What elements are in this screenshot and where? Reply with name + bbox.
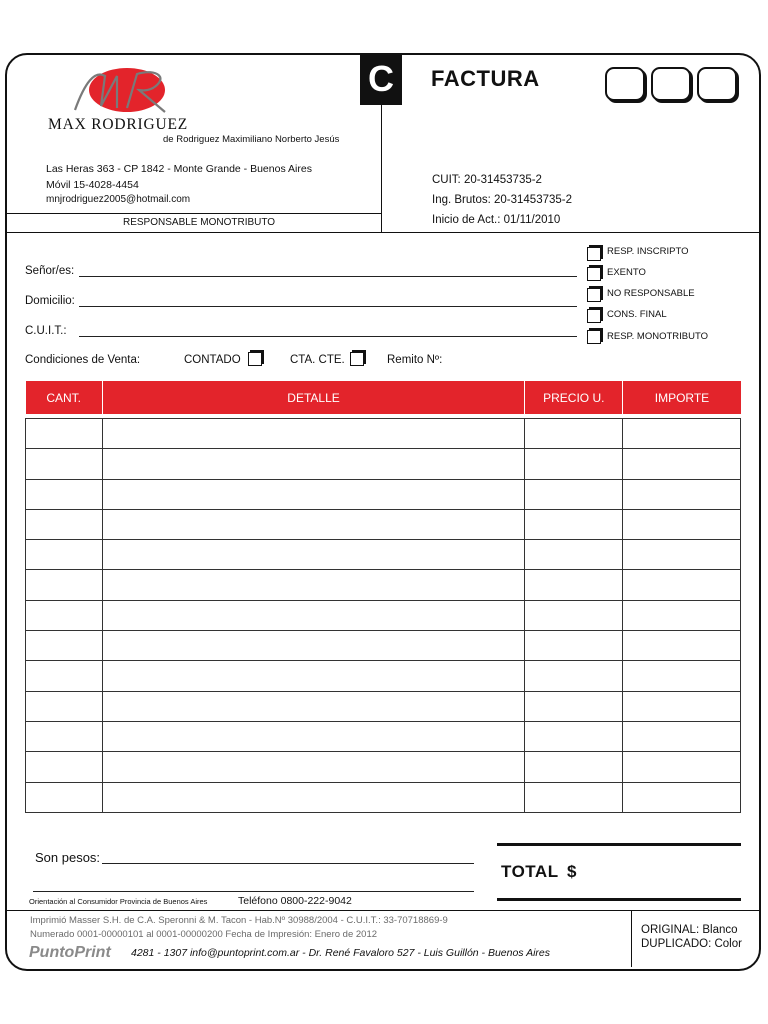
printer-brand: PuntoPrint	[29, 944, 111, 961]
table-row[interactable]	[26, 479, 741, 509]
fiscal-inicio-actividades: Inicio de Act.: 01/11/2010	[432, 214, 561, 226]
cell-precio[interactable]	[525, 509, 623, 539]
table-row[interactable]	[26, 600, 741, 630]
cell-precio[interactable]	[525, 631, 623, 661]
cell-precio[interactable]	[525, 782, 623, 812]
contado-label: CONTADO	[184, 354, 241, 366]
printer-contact: 4281 - 1307 info@puntoprint.com.ar - Dr. René Favaloro 527 - Luis Guillón - Buenos Aires	[131, 947, 551, 959]
footer-vertical-divider	[631, 911, 632, 967]
iva-option-label-resp-monotributo: RESP. MONOTRIBUTO	[607, 331, 708, 342]
cell-detalle[interactable]	[102, 479, 524, 509]
iva-option-checkbox-resp-inscripto[interactable]	[587, 247, 601, 261]
cell-cant[interactable]	[26, 570, 103, 600]
cell-cant[interactable]	[26, 782, 103, 812]
cell-cant[interactable]	[26, 691, 103, 721]
number-box-1	[605, 67, 645, 101]
header-detalle: DETALLE	[102, 381, 524, 414]
cell-precio[interactable]	[525, 570, 623, 600]
cell-precio[interactable]	[525, 752, 623, 782]
sale-conditions-label: Condiciones de Venta:	[25, 354, 141, 366]
cell-detalle[interactable]	[102, 449, 524, 479]
total-label: TOTAL	[501, 862, 559, 881]
cell-precio[interactable]	[525, 721, 623, 751]
cell-importe[interactable]	[623, 691, 741, 721]
son-pesos-label: Son pesos:	[35, 850, 101, 865]
cell-importe[interactable]	[623, 479, 741, 509]
footer-divider	[7, 910, 759, 911]
cell-cant[interactable]	[26, 600, 103, 630]
cell-detalle[interactable]	[102, 721, 524, 751]
cell-detalle[interactable]	[102, 419, 524, 449]
cell-detalle[interactable]	[102, 691, 524, 721]
iva-option-label-cons-final: CONS. FINAL	[607, 309, 667, 320]
cell-cant[interactable]	[26, 540, 103, 570]
cell-precio[interactable]	[525, 449, 623, 479]
total-bottom-rule	[497, 898, 741, 901]
cell-cant[interactable]	[26, 509, 103, 539]
items-table	[25, 381, 741, 813]
cell-precio[interactable]	[525, 691, 623, 721]
copy-original: ORIGINAL: Blanco	[641, 924, 738, 936]
number-box-2	[651, 67, 691, 101]
numbering-info: Numerado 0001-00000101 al 0001-00000200 Fecha de Impresión: Enero de 2012	[30, 929, 378, 940]
cell-importe[interactable]	[623, 721, 741, 751]
iva-option-label-exento: EXENTO	[607, 267, 646, 278]
client-address-label: Domicilio:	[25, 295, 75, 307]
tax-condition: RESPONSABLE MONOTRIBUTO	[123, 217, 276, 228]
tax-condition-divider	[7, 213, 381, 214]
cell-cant[interactable]	[26, 661, 103, 691]
client-name-field[interactable]	[79, 276, 577, 277]
cell-precio[interactable]	[525, 419, 623, 449]
fiscal-cuit: CUIT: 20-31453735-2	[432, 174, 542, 186]
cell-detalle[interactable]	[102, 661, 524, 691]
cell-importe[interactable]	[623, 600, 741, 630]
cell-detalle[interactable]	[102, 752, 524, 782]
document-title: FACTURA	[431, 66, 540, 91]
cell-detalle[interactable]	[102, 570, 524, 600]
cell-cant[interactable]	[26, 631, 103, 661]
header-divider-bottom	[7, 232, 759, 233]
client-address-field[interactable]	[79, 306, 577, 307]
contado-checkbox[interactable]	[248, 352, 262, 366]
son-pesos-second-line	[33, 891, 474, 892]
copy-duplicado: DUPLICADO: Color	[641, 938, 742, 950]
client-name-label: Señor/es:	[25, 265, 75, 277]
cell-importe[interactable]	[623, 631, 741, 661]
iva-option-checkbox-resp-monotributo[interactable]	[587, 330, 601, 344]
cell-detalle[interactable]	[102, 782, 524, 812]
table-row[interactable]	[26, 631, 741, 661]
cell-detalle[interactable]	[102, 631, 524, 661]
cell-cant[interactable]	[26, 419, 103, 449]
header-divider-vertical	[381, 103, 382, 233]
header-importe: IMPORTE	[623, 381, 741, 414]
client-cuit-label: C.U.I.T.:	[25, 325, 67, 337]
total-currency: $	[567, 862, 577, 881]
table-row[interactable]	[26, 540, 741, 570]
iva-option-checkbox-no-responsable[interactable]	[587, 288, 601, 302]
printer-info: Imprimió Masser S.H. de C.A. Speronni & M. Tacon - Hab.Nº 30988/2004 - C.U.I.T.: 33-70718869-9	[30, 915, 448, 926]
cell-cant[interactable]	[26, 449, 103, 479]
fiscal-ing-brutos: Ing. Brutos: 20-31453735-2	[432, 194, 573, 206]
cell-cant[interactable]	[26, 752, 103, 782]
son-pesos-field[interactable]	[102, 863, 474, 864]
cell-importe[interactable]	[623, 752, 741, 782]
remito-label: Remito Nº:	[387, 354, 443, 366]
table-row[interactable]	[26, 752, 741, 782]
cell-detalle[interactable]	[102, 600, 524, 630]
items-table-header	[26, 381, 741, 414]
cell-detalle[interactable]	[102, 540, 524, 570]
cell-importe[interactable]	[623, 540, 741, 570]
header-precio: PRECIO U.	[525, 381, 623, 414]
header-cant: CANT.	[26, 381, 103, 414]
cell-importe[interactable]	[623, 449, 741, 479]
cell-precio[interactable]	[525, 600, 623, 630]
company-name: MAX RODRIGUEZ	[48, 116, 188, 133]
number-box-3	[697, 67, 737, 101]
cell-cant[interactable]	[26, 479, 103, 509]
orientation-text: Orientación al Consumidor Provincia de Buenos Aires	[29, 897, 208, 906]
iva-option-checkbox-exento[interactable]	[587, 267, 601, 281]
cta-cte-checkbox[interactable]	[350, 352, 364, 366]
cta-cte-label: CTA. CTE.	[290, 354, 345, 366]
iva-option-label-resp-inscripto: RESP. INSCRIPTO	[607, 246, 689, 257]
cell-importe[interactable]	[623, 570, 741, 600]
iva-option-label-no-responsable: NO RESPONSABLE	[607, 288, 695, 299]
invoice-type-box	[360, 53, 402, 105]
cell-importe[interactable]	[623, 661, 741, 691]
table-row[interactable]	[26, 570, 741, 600]
company-logo	[65, 62, 185, 118]
cell-precio[interactable]	[525, 661, 623, 691]
invoice-type-letter: C	[368, 58, 394, 99]
table-row[interactable]	[26, 782, 741, 812]
client-cuit-field[interactable]	[79, 336, 577, 337]
cell-importe[interactable]	[623, 509, 741, 539]
table-row[interactable]	[26, 691, 741, 721]
cell-precio[interactable]	[525, 479, 623, 509]
cell-cant[interactable]	[26, 721, 103, 751]
iva-option-checkbox-cons-final[interactable]	[587, 309, 601, 323]
table-row[interactable]	[26, 661, 741, 691]
table-row[interactable]	[26, 449, 741, 479]
table-row[interactable]	[26, 419, 741, 449]
company-mobile: Móvil 15-4028-4454	[46, 179, 139, 191]
company-address: Las Heras 363 - CP 1842 - Monte Grande - Buenos Aires	[46, 163, 312, 175]
cell-detalle[interactable]	[102, 509, 524, 539]
company-email: mnjrodriguez2005@hotmail.com	[46, 194, 191, 205]
company-owner: de Rodriguez Maximiliano Norberto Jesús	[163, 134, 340, 145]
total-top-rule	[497, 843, 741, 846]
orientation-phone: Teléfono 0800-222-9042	[238, 895, 352, 907]
cell-importe[interactable]	[623, 782, 741, 812]
cell-importe[interactable]	[623, 419, 741, 449]
table-row[interactable]	[26, 721, 741, 751]
table-row[interactable]	[26, 509, 741, 539]
cell-precio[interactable]	[525, 540, 623, 570]
